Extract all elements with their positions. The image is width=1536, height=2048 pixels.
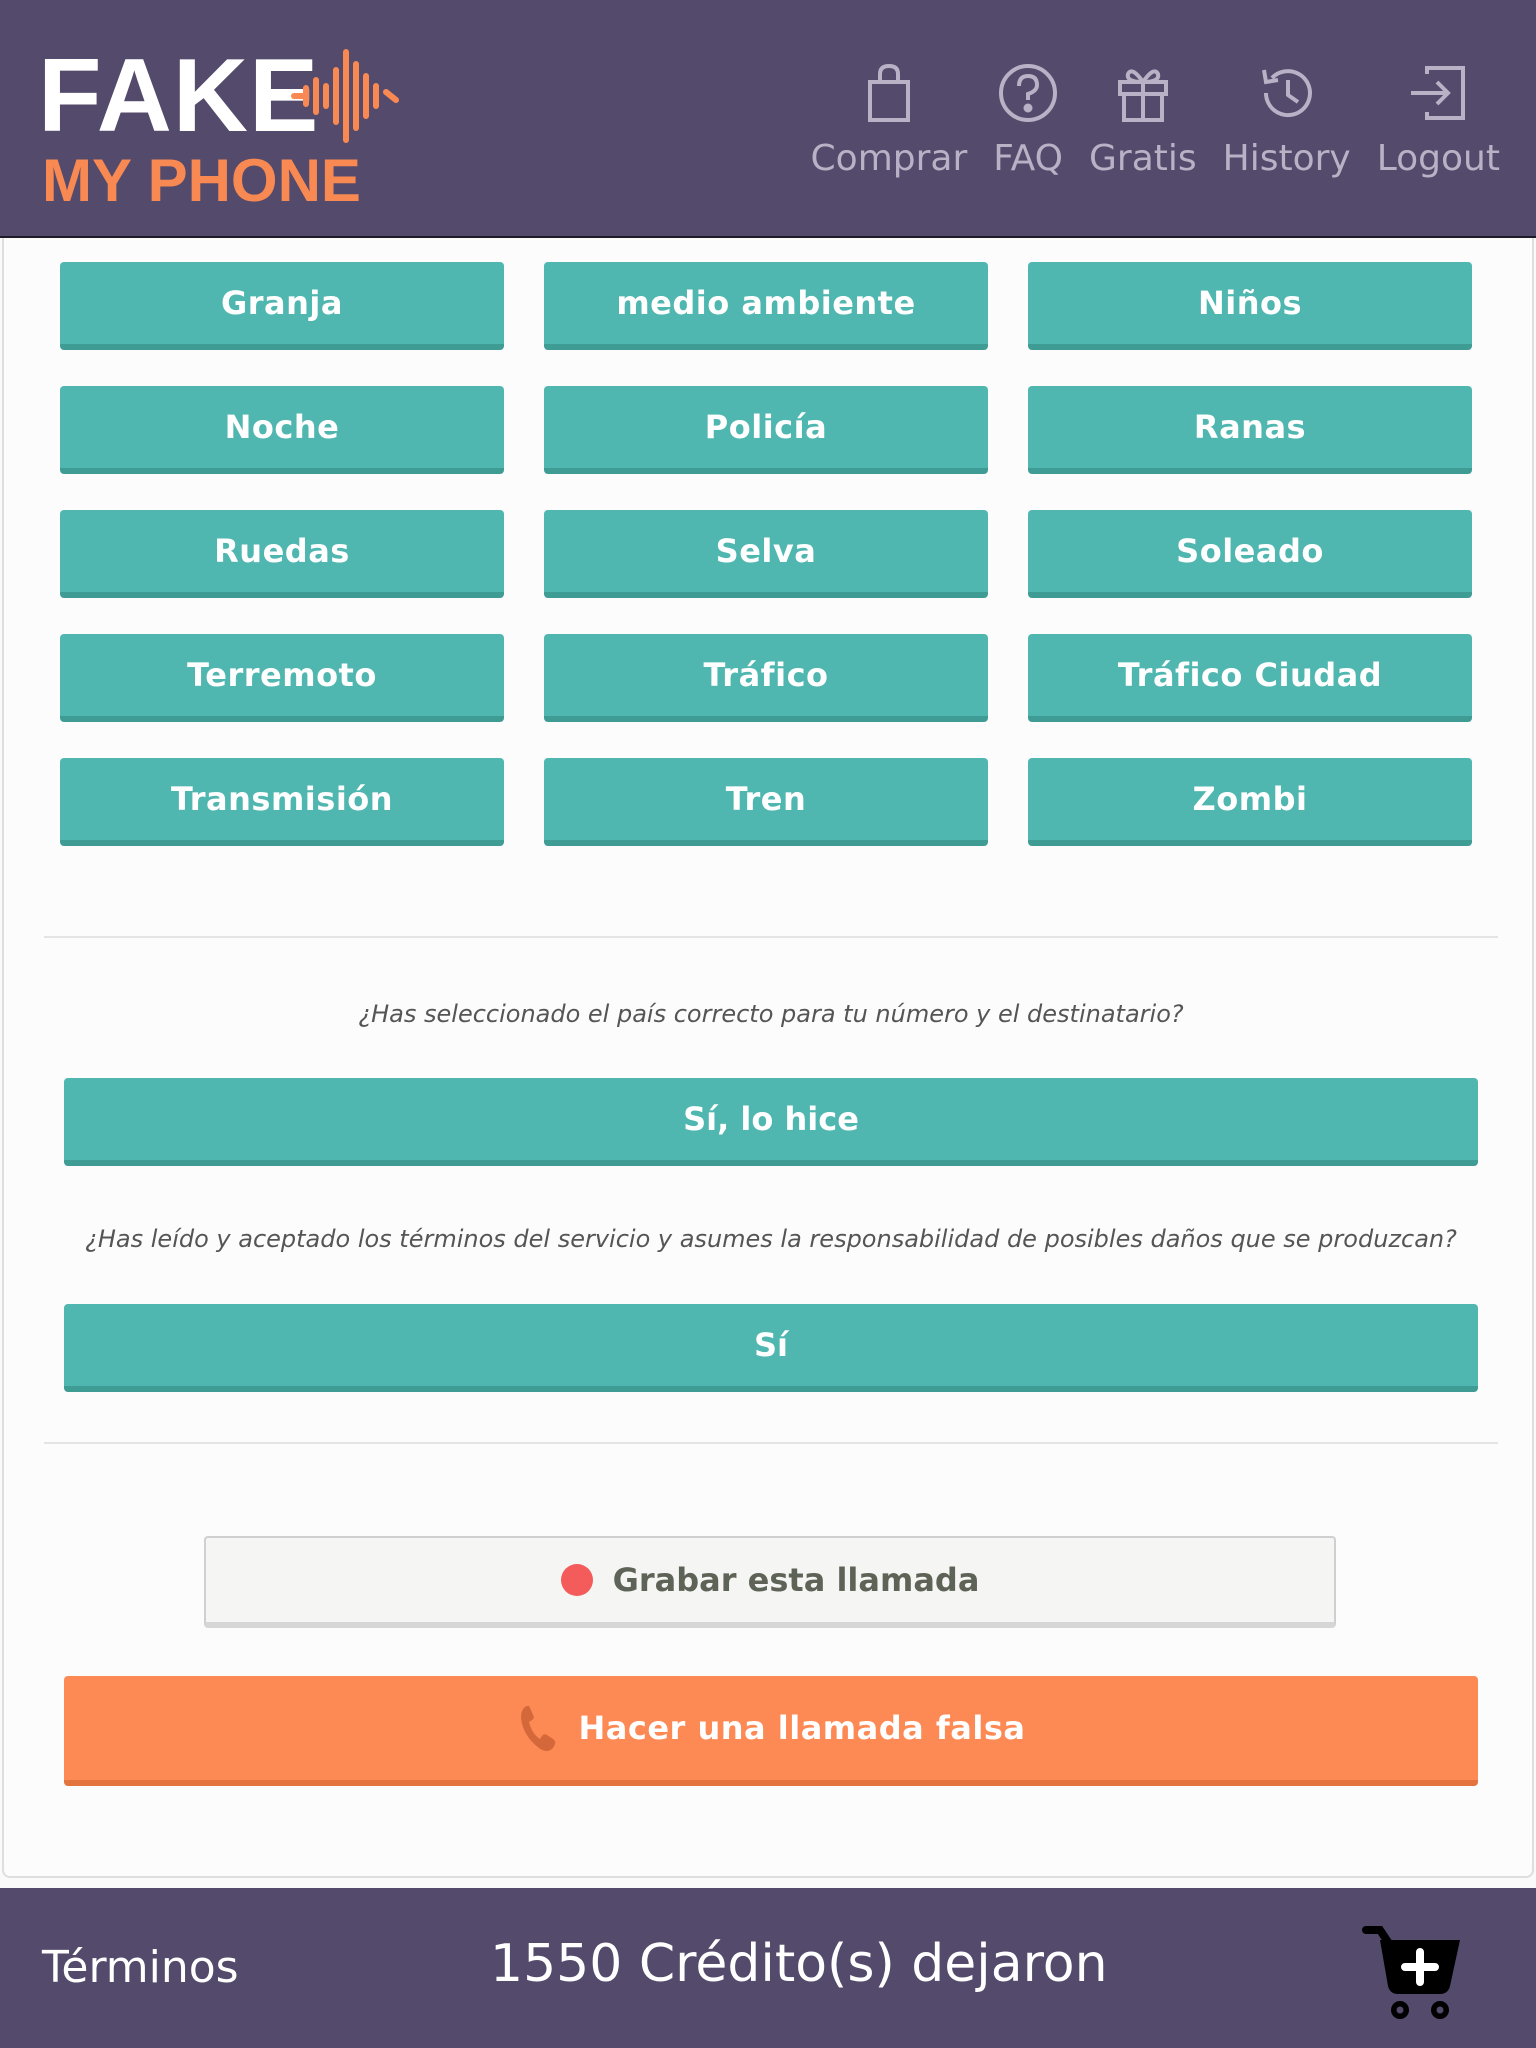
nav-label: FAQ xyxy=(993,138,1064,179)
nav-label: Comprar xyxy=(810,138,968,179)
record-call-label: Grabar esta llamada xyxy=(612,1561,980,1599)
background-option-button[interactable]: Tráfico xyxy=(544,634,988,722)
background-option-button[interactable]: Granja xyxy=(60,262,504,350)
nav-history[interactable] xyxy=(1223,60,1351,179)
history-icon xyxy=(1254,60,1320,126)
gift-icon xyxy=(1110,60,1176,126)
nav-gratis[interactable] xyxy=(1089,60,1197,179)
logo[interactable] xyxy=(38,38,408,214)
divider xyxy=(44,936,1498,938)
nav-faq[interactable] xyxy=(993,60,1063,179)
background-sound-grid xyxy=(60,262,1472,846)
logo-fake-text: FAKE xyxy=(38,38,320,154)
country-question: ¿Has seleccionado el país correcto para tu número y el destinatario? xyxy=(358,1000,1184,1028)
nav-logout[interactable] xyxy=(1377,60,1500,179)
background-option-button[interactable]: Tráfico Ciudad xyxy=(1028,634,1472,722)
background-option-button[interactable]: Zombi xyxy=(1028,758,1472,846)
record-call-button[interactable] xyxy=(204,1536,1336,1628)
logout-icon xyxy=(1405,60,1471,126)
question-circle-icon xyxy=(995,60,1061,126)
waveform-icon xyxy=(290,46,400,146)
terms-question: ¿Has leído y aceptado los términos del servicio y asumes la responsabilidad de posibles daños que se produzcan? xyxy=(85,1225,1457,1253)
cart-plus-icon[interactable] xyxy=(1362,1918,1466,2022)
top-nav xyxy=(785,60,1500,179)
background-option-button[interactable]: Tren xyxy=(544,758,988,846)
nav-label: Logout xyxy=(1376,138,1500,179)
nav-comprar[interactable] xyxy=(811,60,968,179)
background-option-button[interactable]: medio ambiente xyxy=(544,262,988,350)
background-option-button[interactable]: Transmisión xyxy=(60,758,504,846)
background-option-button[interactable]: Ruedas xyxy=(60,510,504,598)
logo-my-phone-text: MY PHONE xyxy=(42,147,361,214)
terms-link[interactable]: Términos xyxy=(42,1942,239,1993)
nav-label: History xyxy=(1222,138,1351,179)
make-fake-call-button[interactable] xyxy=(64,1676,1478,1786)
background-option-button[interactable]: Ranas xyxy=(1028,386,1472,474)
confirm-country-button[interactable]: Sí, lo hice xyxy=(64,1078,1478,1166)
background-option-button[interactable]: Terremoto xyxy=(60,634,504,722)
footer xyxy=(0,1888,1536,2048)
make-fake-call-label: Hacer una llamada falsa xyxy=(578,1709,1026,1747)
nav-label: Gratis xyxy=(1089,138,1197,179)
main-card xyxy=(2,238,1534,1878)
accept-terms-button[interactable]: Sí xyxy=(64,1304,1478,1392)
background-option-button[interactable]: Soleado xyxy=(1028,510,1472,598)
record-dot-icon xyxy=(561,1564,593,1596)
background-option-button[interactable]: Noche xyxy=(60,386,504,474)
phone-icon xyxy=(517,1702,561,1754)
credits-remaining: 1550 Crédito(s) dejaron xyxy=(490,1934,1108,1994)
divider xyxy=(44,1442,1498,1444)
header xyxy=(0,0,1536,238)
background-option-button[interactable]: Selva xyxy=(544,510,988,598)
background-option-button[interactable]: Policía xyxy=(544,386,988,474)
background-option-button[interactable]: Niños xyxy=(1028,262,1472,350)
shopping-bag-icon xyxy=(856,60,922,126)
